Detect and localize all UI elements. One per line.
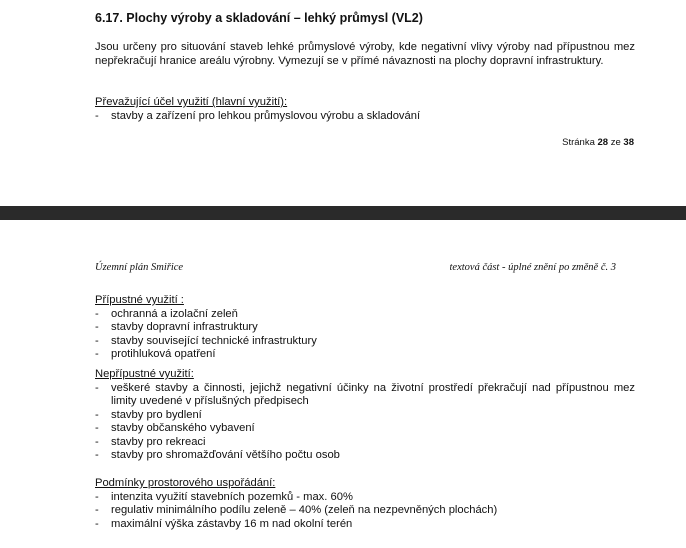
forbidden-use-list xyxy=(95,382,635,463)
main-use-section xyxy=(95,96,635,123)
list-item: - ochranná a izolační zeleň xyxy=(95,308,635,322)
list-item: - intenzita využití stavebních pozemků - max. 60% xyxy=(95,491,635,505)
document-page-bottom xyxy=(0,220,686,548)
document-page-top xyxy=(0,0,686,206)
forbidden-use-section xyxy=(95,368,635,463)
list-item: - maximální výška zástavby 16 m nad okolní terén xyxy=(95,518,635,532)
list-item: - veškeré stavby a činnosti, jejichž negativní účinky na životní prostředí překračují nad přípustnou mez limity uvedené v příslušných předpisech xyxy=(95,382,635,409)
list-item: - regulativ minimálního podílu zeleně – 40% (zeleň na nezpevněných plochách) xyxy=(95,504,635,518)
main-use-title: Převažující účel využití (hlavní využití): xyxy=(95,96,288,108)
list-item: - stavby dopravní infrastruktury xyxy=(95,321,635,335)
permitted-use-list xyxy=(95,308,635,362)
list-item: - stavby související technické infrastruktury xyxy=(95,335,635,349)
list-item: - stavby občanského vybavení xyxy=(95,422,635,436)
spatial-conditions-list xyxy=(95,491,635,532)
running-header-left: Územní plán Smiřice xyxy=(95,262,184,273)
list-item: - stavby pro shromažďování většího počtu osob xyxy=(95,449,635,463)
intro-paragraph: Jsou určeny pro situování staveb lehké průmyslové výroby, kde negativní vlivy výroby nad přípustnou mez nepřekračují hranice areálu výrobny. Vymezují se v přímé návaznosti na plochy dopravní infrastruktury. xyxy=(95,41,635,67)
page-current: 28 xyxy=(597,137,609,148)
page-separator-bar xyxy=(0,206,686,220)
spatial-conditions-title: Podmínky prostorového uspořádání: xyxy=(95,477,276,489)
forbidden-use-title: Nepřípustné využití: xyxy=(95,368,194,380)
running-header-right: textová část - úplné znění po změně č. 3 xyxy=(449,262,616,273)
page-separator: ze xyxy=(610,137,621,148)
page-number xyxy=(562,137,634,148)
permitted-use-section xyxy=(95,294,635,362)
permitted-use-title: Přípustné využití : xyxy=(95,294,184,306)
list-item: - stavby a zařízení pro lehkou průmyslovou výrobu a skladování xyxy=(95,110,635,124)
main-use-list xyxy=(95,110,635,124)
page-total: 38 xyxy=(623,137,634,148)
list-item: - protihluková opatření xyxy=(95,348,635,362)
spatial-conditions-section xyxy=(95,477,635,531)
section-heading: 6.17. Plochy výroby a skladování – lehký průmysl (VL2) xyxy=(95,11,423,25)
page-label: Stránka xyxy=(562,137,595,148)
list-item: - stavby pro rekreaci xyxy=(95,436,635,450)
list-item: - stavby pro bydlení xyxy=(95,409,635,423)
